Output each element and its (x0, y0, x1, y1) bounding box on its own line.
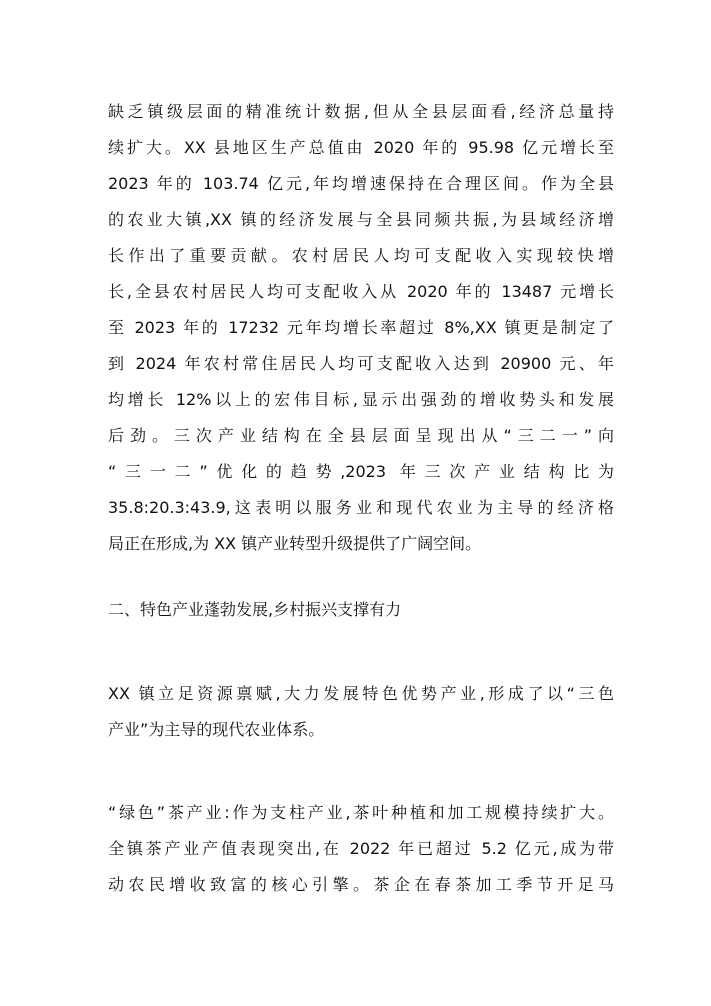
text-line: 全镇茶产业产值表现突出,在 2022 年已超过 5.2 亿元,成为带 (108, 839, 614, 858)
text-line: 动农民增收致富的核心引擎。茶企在春茶加工季节开足马 (108, 875, 614, 894)
text-line: 至 2023 年的 17232 元年均增长率超过 8%,XX 镇更是制定了 (108, 318, 614, 337)
text-line: 35.8:20.3:43.9,这表明以服务业和现代农业为主导的经济格 (108, 498, 614, 517)
text-line: “绿色”茶产业:作为支柱产业,茶叶种植和加工规模持续扩大。 (108, 803, 614, 822)
text-line: 长作出了重要贡献。农村居民人均可支配收入实现较快增 (108, 246, 614, 265)
text-line: 的农业大镇,XX 镇的经济发展与全县同频共振,为县域经济增 (108, 210, 614, 229)
text-line: 缺乏镇级层面的精准统计数据,但从全县层面看,经济总量持 (108, 102, 614, 121)
text-line: 局正在形成,为 XX 镇产业转型升级提供了广阔空间。 (108, 534, 482, 553)
text-line: 2023 年的 103.74 亿元,年均增速保持在合理区间。作为全县 (108, 174, 614, 193)
text-line: 到 2024 年农村常住居民人均可支配收入达到 20900 元、年 (108, 354, 614, 373)
paragraph-tea-industry (108, 795, 614, 903)
text-line: 长,全县农村居民人均可支配收入从 2020 年的 13487 元增长 (108, 282, 614, 301)
paragraph-economy (108, 94, 614, 562)
text-line: 续扩大。XX 县地区生产总值由 2020 年的 95.98 亿元增长至 (108, 138, 614, 157)
text-line: XX 镇立足资源禀赋,大力发展特色优势产业,形成了以“三色 (108, 684, 614, 703)
text-line: 后劲。三次产业结构在全县层面呈现出从“三二一”向 (108, 426, 614, 445)
paragraph-industry-intro (108, 676, 614, 748)
text-line: 均增长 12%以上的宏伟目标,显示出强劲的增收势头和发展 (108, 390, 614, 409)
section-heading (108, 592, 614, 628)
heading-text: 二、特色产业蓬勃发展,乡村振兴支撑有力 (108, 600, 402, 619)
text-line: 产业”为主导的现代农业体系。 (108, 720, 325, 739)
text-line: “三一二”优化的趋势,2023 年三次产业结构比为 (108, 462, 614, 481)
